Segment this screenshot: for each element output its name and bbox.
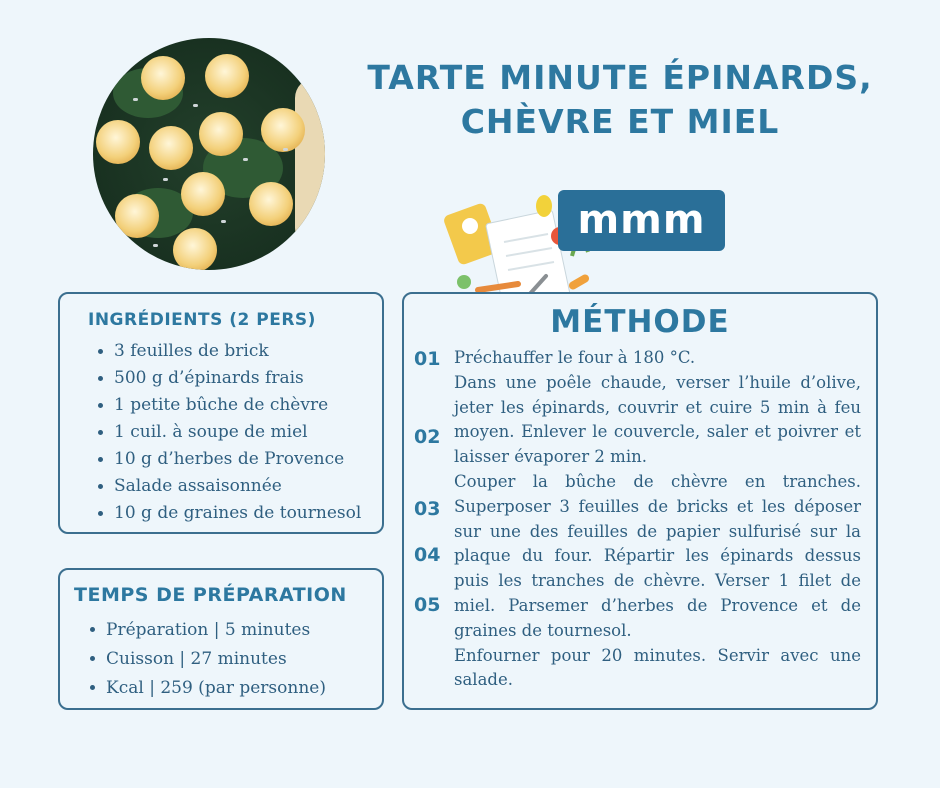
goat-cheese-slice — [249, 182, 293, 226]
list-item: 1 petite bûche de chèvre — [102, 392, 361, 419]
list-item: Salade assaisonnée — [102, 473, 361, 500]
sunflower-seed — [243, 158, 248, 161]
list-item: 3 feuilles de brick — [102, 338, 361, 365]
list-item: 10 g d’herbes de Provence — [102, 446, 361, 473]
timing-card — [58, 568, 384, 710]
method-text — [454, 346, 861, 693]
timing-list — [82, 616, 326, 703]
goat-cheese-slice — [141, 56, 185, 100]
method-paragraph: Enfourner pour 20 minutes. Servir avec une salade. — [454, 645, 861, 690]
step-number: 01 — [414, 348, 441, 370]
mmm-badge: mmm — [558, 190, 725, 251]
ingredients-card — [58, 292, 384, 534]
sunflower-seed — [283, 148, 288, 151]
step-number: 03 — [414, 498, 441, 520]
list-item: 1 cuil. à soupe de miel — [102, 419, 361, 446]
sunflower-seed — [193, 104, 198, 107]
ingredients-list — [90, 338, 361, 527]
list-item: Préparation | 5 minutes — [94, 616, 326, 645]
list-item: 10 g de graines de tournesol — [102, 500, 361, 527]
method-paragraph: Préchauffer le four à 180 °C. — [454, 348, 696, 367]
sunflower-seed — [221, 220, 226, 223]
method-paragraph: Couper la bûche de chèvre en tranches. Superposer 3 feuilles de bricks et les déposer sur une des feuilles de papier sulfurisé sur la plaque du four. Répartir les épinards dessus puis les tranches de chèvre. Verser 1 filet de miel. Parsemer d’herbes de Provence et de graines de tournesol. — [454, 471, 861, 640]
goat-cheese-slice — [261, 108, 305, 152]
sunflower-seed — [163, 178, 168, 181]
list-item: Cuisson | 27 minutes — [94, 645, 326, 674]
goat-cheese-slice — [181, 172, 225, 216]
goat-cheese-slice — [149, 126, 193, 170]
goat-cheese-slice — [115, 194, 159, 238]
step-number: 05 — [414, 594, 441, 616]
recipe-title: TARTE MINUTE ÉPINARDS, CHÈVRE ET MIEL — [367, 58, 873, 141]
method-paragraph: Dans une poêle chaude, verser l’huile d’olive, jeter les épinards, couvrir et cuire 5 min à feu moyen. Enlever le couvercle, saler et poivrer et laisser évaporer 2 min. — [454, 372, 861, 467]
step-number: 04 — [414, 544, 441, 566]
method-heading: MÉTHODE — [550, 304, 730, 340]
list-item: 500 g d’épinards frais — [102, 365, 361, 392]
ingredients-heading: INGRÉDIENTS (2 PERS) — [88, 310, 316, 330]
timing-heading: TEMPS DE PRÉPARATION — [74, 584, 347, 606]
tart-crust — [295, 78, 325, 248]
list-item: Kcal | 259 (par personne) — [94, 674, 326, 703]
sunflower-seed — [153, 244, 158, 247]
method-card — [402, 292, 878, 710]
goat-cheese-slice — [199, 112, 243, 156]
tart-photo — [93, 38, 325, 270]
goat-cheese-slice — [96, 120, 140, 164]
sunflower-seed — [133, 98, 138, 101]
goat-cheese-slice — [205, 54, 249, 98]
step-number: 02 — [414, 426, 441, 448]
goat-cheese-slice — [173, 228, 217, 270]
